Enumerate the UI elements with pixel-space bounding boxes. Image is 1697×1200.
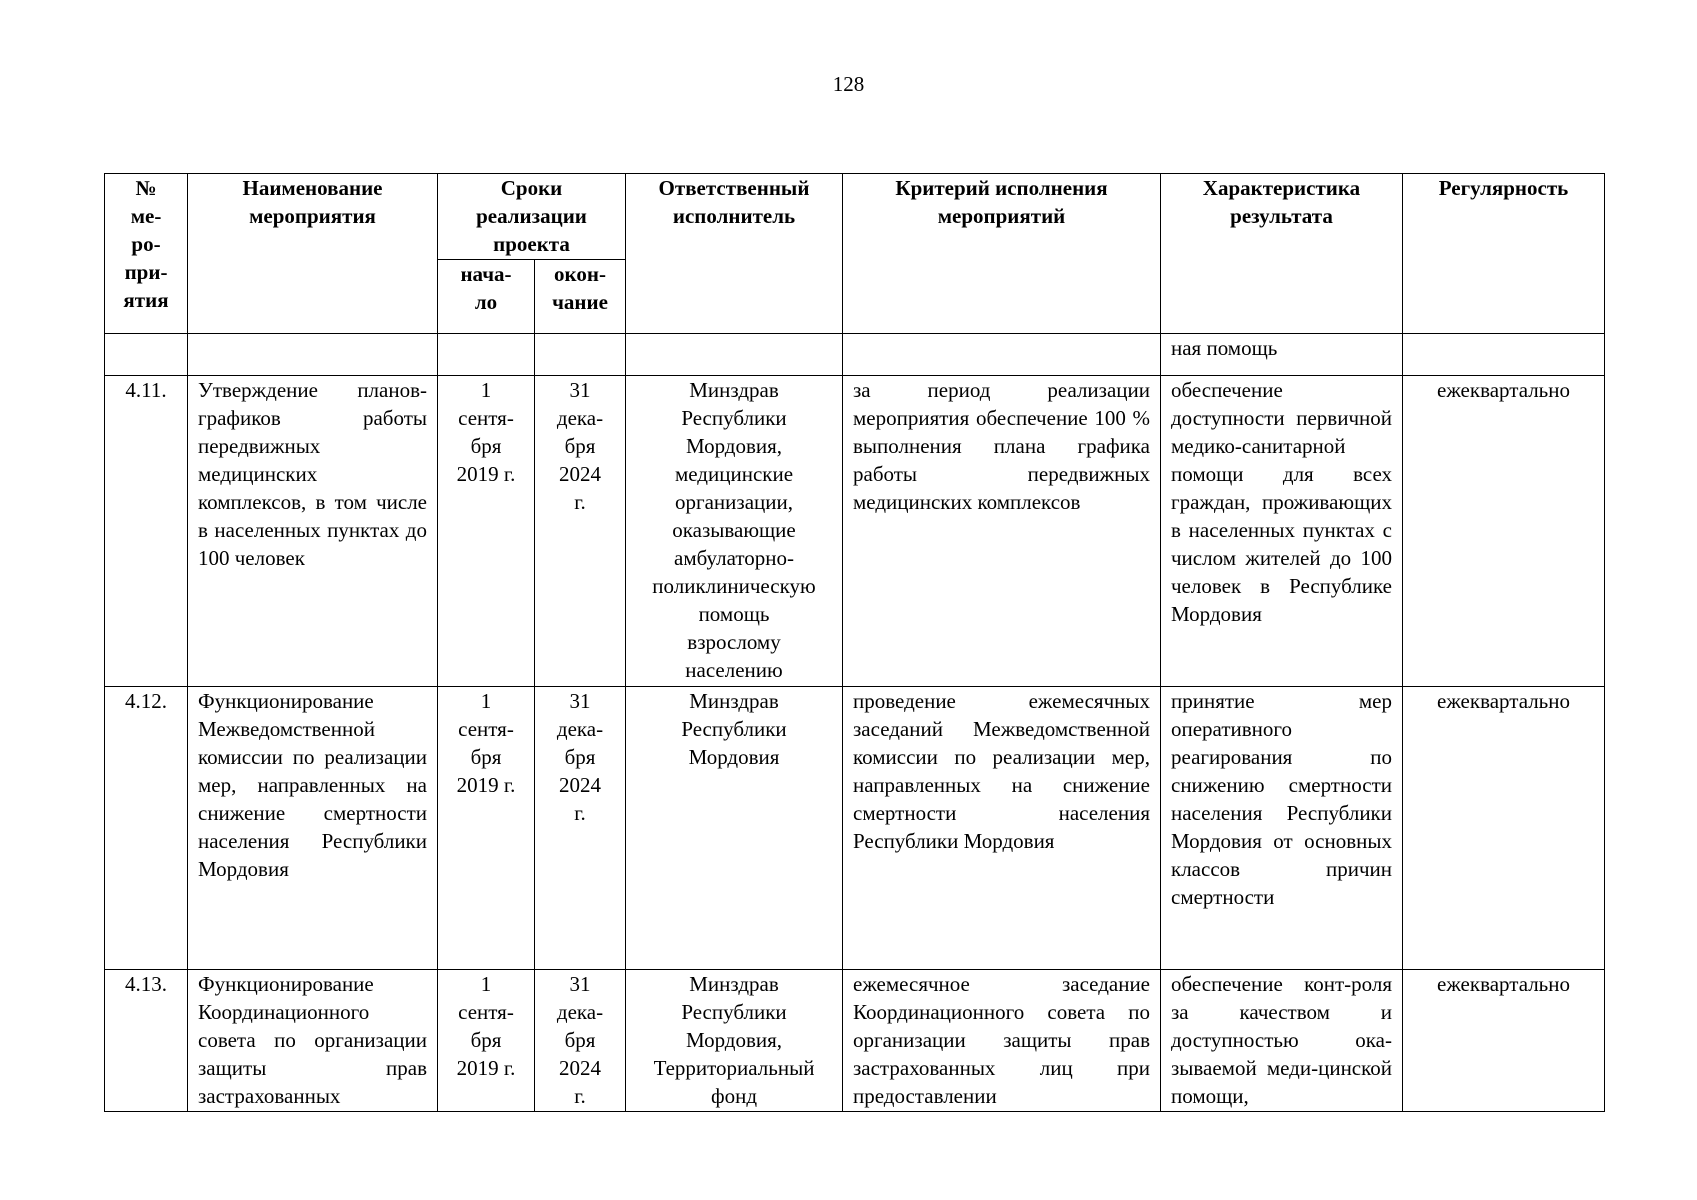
row-regularity: ежеквартально — [1403, 687, 1605, 970]
header-executor: Ответственный исполнитель — [626, 174, 843, 334]
table-row — [105, 687, 1605, 970]
header-regularity: Регулярность — [1403, 174, 1605, 334]
header-name: Наименование мероприятия — [188, 174, 438, 334]
continuation-result: ная помощь — [1161, 334, 1403, 376]
row-regularity: ежеквартально — [1403, 970, 1605, 1112]
table-row — [105, 970, 1605, 1112]
row-name: Функционирование Межведомственной комиссии по реализации мер, направленных на снижение смертности населения Республики Мордовия — [188, 687, 438, 970]
continuation-row — [105, 334, 1605, 376]
row-start: 1 сентя- бря 2019 г. — [438, 687, 535, 970]
header-row — [105, 174, 1605, 260]
page-number: 128 — [832, 72, 865, 96]
row-name: Утверждение планов-графиков работы передвижных медицинских комплексов, в том числе в населенных пунктах до 100 человек — [188, 376, 438, 687]
row-criterion: ежемесячное заседание Координационного совета по организации защиты прав застрахованных лиц при предоставлении — [843, 970, 1161, 1112]
row-end: 31 дека- бря 2024 г. — [535, 687, 626, 970]
row-number: 4.12. — [105, 687, 188, 970]
row-executor: Минздрав Республики Мордовия, Территориальный фонд — [626, 970, 843, 1112]
header-terms: Сроки реализации проекта — [438, 174, 626, 260]
header-criterion: Критерий исполнения мероприятий — [843, 174, 1161, 334]
row-result: обеспечение доступности первичной медико-санитарной помощи для всех граждан, проживающих в населенных пунктах с числом жителей до 100 человек в Республике Мордовия — [1161, 376, 1403, 687]
row-criterion: проведение ежемесячных заседаний Межведомственной комиссии по реализации мер, направленных на снижение смертности населения Республики Мордовия — [843, 687, 1161, 970]
header-start: нача- ло — [438, 260, 535, 334]
row-executor: Минздрав Республики Мордовия, медицинские организации, оказывающие амбулаторно- поликлиническую помощь взрослому населению — [626, 376, 843, 687]
row-end: 31 дека- бря 2024 г. — [535, 376, 626, 687]
row-start: 1 сентя- бря 2019 г. — [438, 376, 535, 687]
row-name: Функционирование Координационного совета по организации защиты прав застрахованных — [188, 970, 438, 1112]
row-result: обеспечение конт-роля за качеством и доступностью ока-зываемой меди-цинской помощи, — [1161, 970, 1403, 1112]
header-result: Характеристика результата — [1161, 174, 1403, 334]
row-executor: Минздрав Республики Мордовия — [626, 687, 843, 970]
row-number: 4.13. — [105, 970, 188, 1112]
row-regularity: ежеквартально — [1403, 376, 1605, 687]
row-criterion: за период реализации мероприятия обеспечение 100 % выполнения плана графика работы передвижных медицинских комплексов — [843, 376, 1161, 687]
row-end: 31 дека- бря 2024 г. — [535, 970, 626, 1112]
row-result: принятие мер оперативного реагирования по снижению смертности населения Республики Мордовия от основных классов причин смертности — [1161, 687, 1403, 970]
activities-table — [104, 173, 1605, 1112]
table-row — [105, 376, 1605, 687]
row-number: 4.11. — [105, 376, 188, 687]
row-start: 1 сентя- бря 2019 г. — [438, 970, 535, 1112]
header-number: № ме- ро- при- ятия — [105, 174, 188, 334]
header-end: окон- чание — [535, 260, 626, 334]
